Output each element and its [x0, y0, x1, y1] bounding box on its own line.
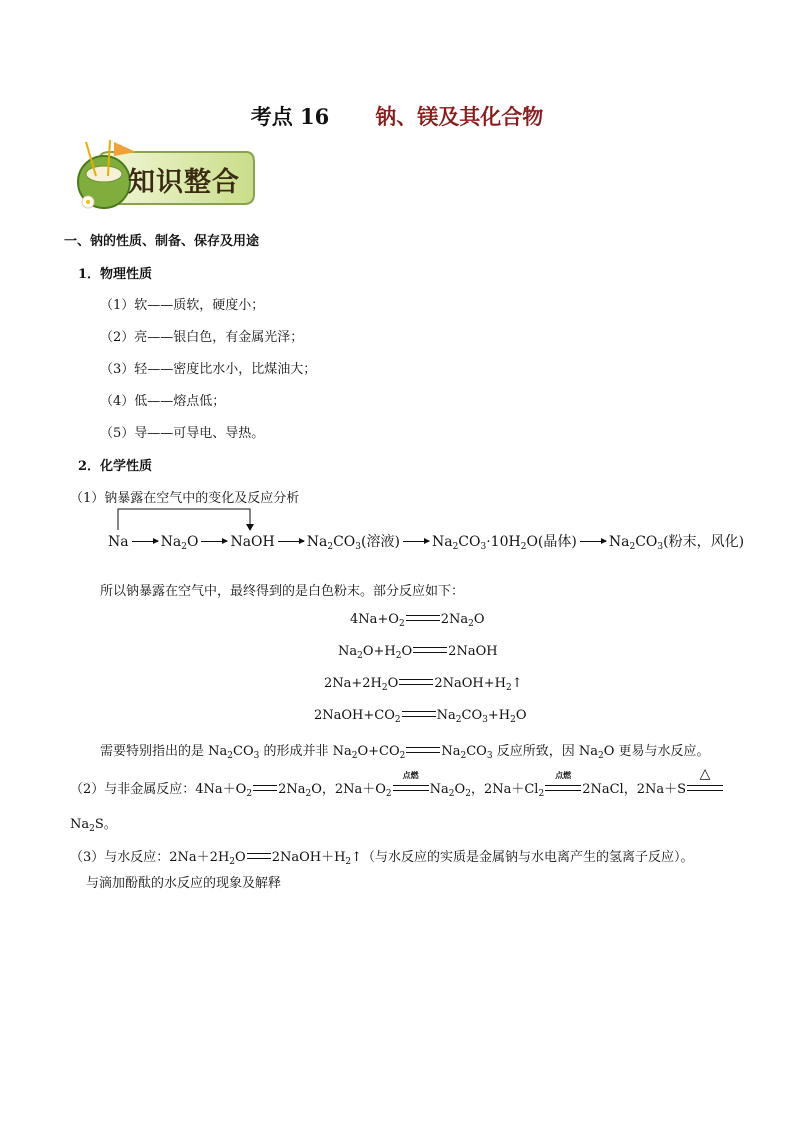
bracket-arrow-icon: [110, 506, 260, 532]
page-title: [0, 101, 794, 131]
arrow-icon: [132, 541, 158, 542]
equation-2: $Na_2O+H_2O$ 2NaOH: [338, 644, 498, 661]
reaction-chain: Na $Na_2O$ NaOH $Na_2CO_3$(溶液) $Na_2CO_3\cdot 10H_2O$(晶体) $Na_2CO_3$(粉末，风化): [108, 534, 745, 552]
arrow-icon: [278, 541, 304, 542]
knowledge-badge: [70, 140, 256, 214]
phys-item: （4）低——熔点低；: [100, 394, 226, 409]
condition-ignite-label: 点燃: [555, 770, 572, 780]
delta-icon: △: [699, 766, 711, 782]
item-1-heading: （1）钠暴露在空气中的变化及反应分析: [70, 491, 300, 506]
arrow-icon: [201, 541, 227, 542]
equation-1: $4Na+O_2$ $2Na_2O$: [350, 612, 485, 629]
badge-label: 知识整合: [128, 167, 240, 198]
phys-item: （1）软——质软，硬度小；: [100, 298, 265, 313]
equation-3: $2Na+2H_2O$ $2NaOH+H_2↑$: [324, 676, 523, 693]
phys-item: （3）轻——密度比水小，比煤油大；: [100, 362, 317, 377]
phys-item: （5）导——可导电、导热。: [100, 426, 265, 441]
arrow-icon: [580, 541, 606, 542]
item-2-tail: $Na_2S$。: [70, 817, 117, 834]
note-paragraph: 需要特别指出的是 $Na_2CO_3$ 的形成并非 $Na_2O+CO_2$ $Na_2CO_3$ 反应所致，因 $Na_2O$ 更易与水反应。: [100, 744, 710, 761]
chain-na: Na: [108, 534, 129, 550]
subsection-chemical: 2．化学性质: [78, 459, 153, 474]
item-3-line: （3）与水反应：$2Na+2H_2O$ $2NaOH+H_2↑$（与水反应的实质是金属钠与水电离产生的氢离子反应）。: [70, 850, 694, 867]
title-number: 考点 16: [250, 104, 330, 129]
arrow-icon: [403, 541, 429, 542]
equation-4: $2NaOH+CO_2$ $Na_2CO_3+H_2O$: [314, 708, 527, 725]
phys-item: （2）亮——银白色，有金属光泽；: [100, 330, 304, 345]
subsection-physical: 1．物理性质: [78, 267, 153, 282]
title-name: 钠、镁及其化合物: [375, 104, 544, 129]
paragraph-1: 所以钠暴露在空气中，最终得到的是白色粉末。部分反应如下：: [100, 584, 465, 599]
last-line: 与滴加酚酞的水反应的现象及解释: [86, 876, 282, 891]
condition-ignite-label: 点燃: [402, 770, 419, 780]
item-2-line: （2）与非金属反应：$4Na+O_2$ $2Na_2O$，$2Na+O_2$ 点燃 $Na_2O_2$，$2Na+Cl_2$ 点燃 2NaCl，2Na＋S △: [70, 778, 724, 797]
section-heading-1: 一、钠的性质、制备、保存及用途: [64, 234, 260, 249]
